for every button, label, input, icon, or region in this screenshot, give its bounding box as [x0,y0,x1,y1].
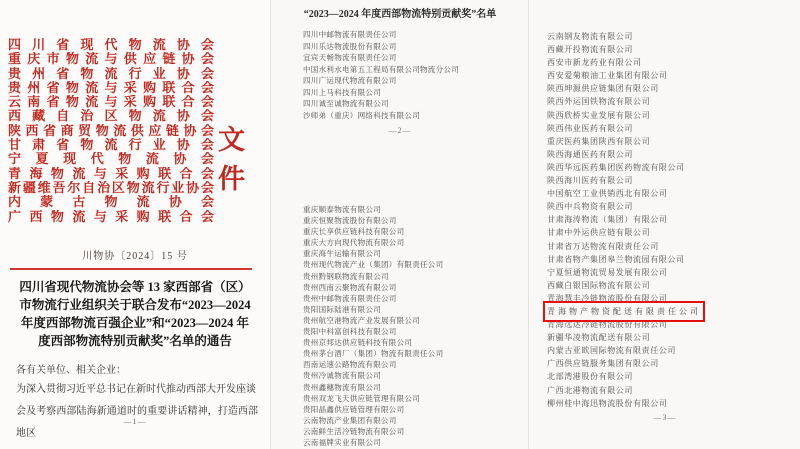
letterhead-line: 甘肃省物流行业协会 [8,138,214,153]
company-item: 云南物流产业集团有限公司 [303,415,397,425]
page-number-2: —2— [388,126,412,135]
award-list-header: “2023—2024 年度西部物流特别贡献奖”名单 [303,9,497,20]
letterhead-line: 四川省现代物流协会 [8,38,214,52]
letterhead-line: 内蒙古物流协会 [8,195,214,210]
middle-page [270,0,528,449]
company-item: 青海物产物资配送有限责任公司 [547,305,701,318]
salutation: 各有关单位、相关企业： [16,365,126,376]
letterhead-line: 贵州省物流与采购联合会 [8,80,214,95]
letterhead-line: 云南省物流与采购联合会 [8,95,214,110]
company-item: 陕西华远医药集团医药物流有限公司 [547,162,685,172]
body-paragraph-line: 为深入贯彻习近平总书记在新时代推动西部大开发座谈 [16,384,256,395]
document-type-label: 文件 [218,125,245,194]
company-item: 陕西坤源供应链集团有限公司 [547,84,659,94]
company-item: 贵州现代物流产业（集团）有限责任公司 [303,260,444,270]
company-item: 西藏开投物流有限公司 [547,45,633,55]
company-item: 柳州桂中海迅物流股份有限公司 [547,398,668,408]
body-paragraph-line: 会及考察西部陆海新通道时的重要讲话精神，打造西部地区 [16,406,258,439]
document-number: 川物协〔2024〕15 号 [82,251,188,262]
company-item: 贵州黔钢联物流有限公司 [303,271,389,281]
company-item: 陕西伟业医药有限公司 [547,123,633,133]
company-item: 重庆海牛运输有限公司 [303,249,381,259]
company-item: 广西北港物流有限公司 [547,385,633,395]
company-item: 贵阳中科富创科技有限公司 [303,327,397,337]
company-item: 贵州鑫穗物流有限公司 [303,382,381,392]
company-item: 四川诚至诚物流有限公司 [303,99,389,108]
letterhead-association-list [8,38,214,224]
company-item: 新疆华凌物流配送有限公司 [547,333,651,343]
company-item: 贵州中邮物流有限责任公司 [303,293,397,303]
letterhead-line: 西藏自治区物流协会 [8,109,214,124]
company-item: 甘肃省物产集团皋兰物流园有限公司 [547,254,685,264]
company-item: 贵州航空港物流产业发展有限公司 [303,315,420,325]
company-list-sichuan [303,29,459,121]
company-item: 陕西海通医药有限公司 [547,149,633,159]
letterhead-line: 陕西省商贸物流供应链协会 [8,123,214,138]
letterhead-line: 新疆维吾尔自治区物流行业协会 [8,180,214,195]
company-item: 中国航空工业供销西北有限公司 [547,189,668,199]
company-item: 宁夏恒通物流贸易发展有限公司 [547,267,668,277]
company-item: 贵州茅台酒厂（集团）物流有限责任公司 [303,349,444,359]
document-title-line: 度西部物流特别贡献奖”名单的通告 [38,334,232,348]
company-item: 重庆大方向现代物流有限公司 [303,238,405,248]
document-title-line: 市物流行业组织关于联合发布“2023—2024 [19,298,251,312]
company-item: 西安市新龙药业有限公司 [547,58,642,68]
company-item: 贵州冷诚物流有限公司 [303,371,381,381]
company-item: 内蒙古亚欧国际物流有限责任公司 [547,346,676,356]
company-item: 四川上马科技有限公司 [303,87,381,97]
company-item: 陕西中兵物资有限公司 [547,202,633,212]
company-item: 重庆长享供应链科技有限公司 [303,227,405,237]
company-item: 沙师弟（重庆）网络科技有限公司 [303,110,420,120]
company-item: 重庆恒聚物流股份有限公司 [303,216,397,226]
company-item: 云南钢友物流有限公司 [547,32,633,41]
company-item: 陕西海川医药有限公司 [547,176,633,186]
company-item: 贵阳国际陆港有限公司 [303,304,381,314]
letterhead-line: 宁夏现代物流协会 [8,152,214,167]
company-item: 陕西欣桥实业发展有限公司 [547,110,651,120]
company-item: 云南鲜生活冷链物流有限公司 [303,426,405,436]
company-item: 西藏白银国际物流有限公司 [547,280,651,290]
company-item: 陕西外运国铁物流有限公司 [547,97,651,107]
letterhead-line: 贵州省物流行业协会 [8,66,214,81]
company-item: 甘肃中外运供应链有限公司 [547,228,651,238]
document-title-line: 年度西部物流百强企业”和“2023—2024 年 [20,316,250,330]
company-item: 北部湾港股份有限公司 [547,372,633,382]
letterhead-line: 重庆市物流与供应链协会 [8,52,214,67]
company-item: 重庆顺泰物流有限公司 [303,205,381,214]
document-title-line: 四川省现代物流协会等 13 家西部省（区） [19,280,251,294]
document-title [5,278,265,350]
company-item: 云南福牌实业有限公司 [303,437,381,447]
letterhead-line: 青海物流与采购联合会 [8,166,214,181]
red-divider-rule [10,268,252,270]
letterhead-line: 广西物流与采购联合会 [8,209,214,224]
right-page [528,0,800,449]
company-list-chongqing-guizhou-yunnan [303,204,443,448]
company-item: 四川乐达物流股份有限公司 [303,41,397,51]
company-item: 贵阳晶鑫供应链管理有限公司 [303,404,405,414]
company-item: 青海远达冷链物流股份有限公司 [547,320,668,330]
company-item: 青海慧丰冷链物流股份有限公司 [547,293,668,303]
company-item: 重庆医药集团陕西有限公司 [547,136,651,146]
company-item: 广西供应链服务集团有限公司 [547,359,659,369]
left-page [0,0,270,449]
company-item: 中国水利水电第五工程局有限公司物流分公司 [303,64,459,74]
page-number-3: —3— [653,413,677,422]
page-number-1: —1— [123,417,147,426]
company-item: 甘肃省万达物流有限责任公司 [547,241,659,251]
company-item: 贵州西南云聚物流有限公司 [303,282,397,292]
company-item: 西南运速公路物流有限公司 [303,360,397,370]
company-item: 甘肃海涛物流（集团）有限公司 [547,215,668,225]
company-item: 四川中邮物流有限责任公司 [303,30,397,39]
company-item: 四川广运现代物流有限公司 [303,76,397,85]
company-item: 贵州京邦达供应链科技有限公司 [303,338,413,348]
company-item: 贵州双龙飞天供应链管理有限公司 [303,393,420,403]
body-paragraph [16,379,258,445]
company-item: 西安爱菊粮油工业集团有限公司 [547,71,668,81]
company-item: 宜宾天畅物流有限责任公司 [303,53,397,62]
company-list-west-provinces [547,30,701,410]
